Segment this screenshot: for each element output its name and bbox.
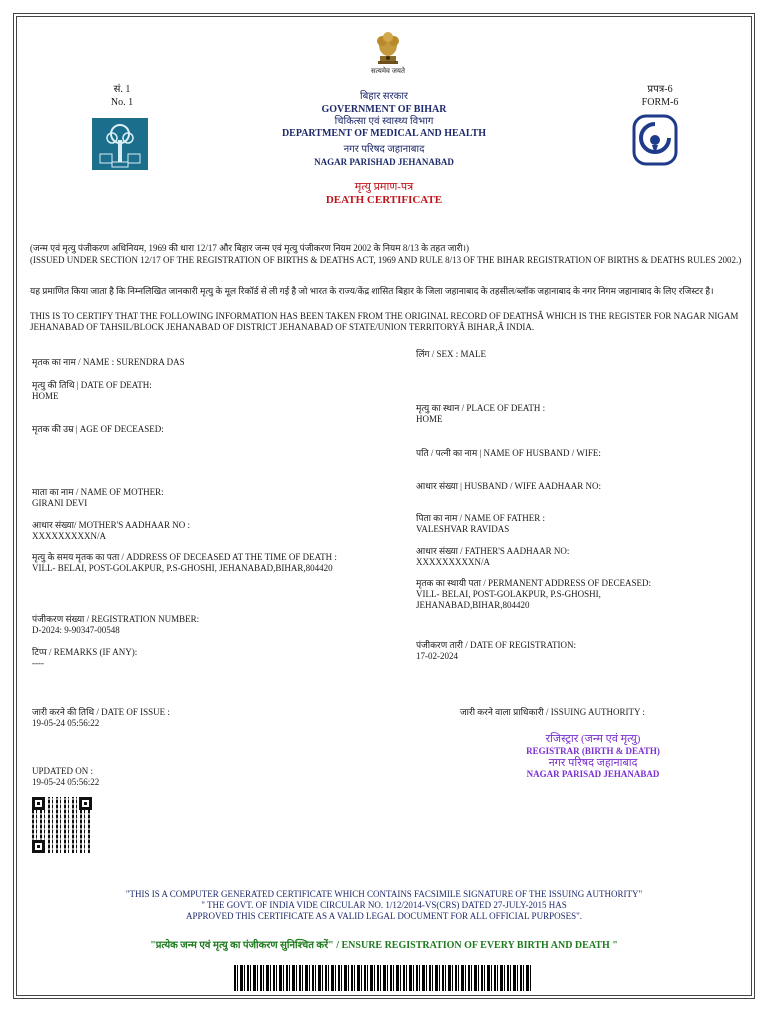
permanent-address-line1: VILL- BELAI, POST-GOLAKPUR, P.S-GHOSHI, bbox=[416, 589, 601, 599]
date-of-death-field bbox=[32, 380, 392, 402]
father-aadhaar-label: आधार संख्या / FATHER'S AADHAAR NO: bbox=[416, 546, 570, 556]
registration-date-field bbox=[416, 640, 736, 662]
place-of-death-field bbox=[416, 403, 736, 425]
mother-aadhaar-label: आधार संख्या/ MOTHER'S AADHAAR NO : bbox=[32, 520, 191, 530]
permanent-address-field bbox=[416, 578, 736, 611]
updated-on-value: 19-05-24 05:56:22 bbox=[32, 777, 100, 787]
preamble-act-en: (ISSUED UNDER SECTION 12/17 OF THE REGISTRATION OF BIRTHS & DEATHS ACT, 1969 AND RULE 8/13 OF THE BIHAR REGISTRATION OF BIRTHS & DEATHS RULES 2002.) bbox=[30, 255, 742, 265]
form-number-en: FORM-6 bbox=[641, 97, 679, 108]
footer-note-3: APPROVED THIS CERTIFICATE AS A VALID LEGAL DOCUMENT FOR ALL OFFICIAL PURPOSES". bbox=[185, 911, 583, 921]
father-aadhaar-field bbox=[416, 546, 736, 568]
address-label: मृत्यु के समय मृतक का पता / ADDRESS OF DECEASED AT THE TIME OF DEATH : bbox=[32, 552, 337, 562]
footer-note-1: "THIS IS A COMPUTER GENERATED CERTIFICATE WHICH CONTAINS FACSIMILE SIGNATURE OF THE ISSUING AUTHORITY" bbox=[125, 889, 643, 899]
mother-label: माता का नाम / NAME OF MOTHER: bbox=[32, 487, 164, 497]
form-number-hi: प्रपत्र-6 bbox=[647, 84, 673, 95]
emblem-motto: सत्यमेव जयते bbox=[371, 67, 405, 75]
remarks-value: ---- bbox=[32, 658, 44, 668]
slogan-hi: "प्रत्येक जन्म एवं मृत्यु का पंजीकरण सुनिश्चित करें" bbox=[150, 940, 334, 951]
mother-value: GIRANI DEVI bbox=[32, 498, 88, 508]
name-field bbox=[32, 357, 392, 368]
preamble-act-hi: (जन्म एवं मृत्यु पंजीकरण अधिनियम, 1969 की धारा 12/17 और बिहार जन्म एवं मृत्यु पंजीकरण नियम 2002 के नियम 8/13 के तहत जारी।) bbox=[30, 243, 470, 253]
authority-stamp bbox=[478, 733, 708, 780]
issue-date-value: 19-05-24 05:56:22 bbox=[32, 718, 100, 728]
spouse-aadhaar-label: आधार संख्या | HUSBAND / WIFE AADHAAR NO: bbox=[416, 481, 602, 491]
office-name-hi: नगर परिषद जहानाबाद bbox=[343, 144, 425, 155]
date-of-death-value: HOME bbox=[32, 391, 59, 401]
spouse-field bbox=[416, 448, 736, 459]
stamp-line-2: REGISTRAR (BIRTH & DEATH) bbox=[526, 746, 660, 756]
mother-aadhaar-value: XXXXXXXXXN/A bbox=[32, 531, 106, 541]
registration-date-value: 17-02-2024 bbox=[416, 651, 458, 661]
barcode-icon bbox=[234, 965, 532, 991]
address-field bbox=[32, 552, 402, 574]
remarks-label: टिप्प / REMARKS (IF ANY): bbox=[32, 647, 138, 657]
issuing-authority-label: जारी करने वाला प्राधिकारी / ISSUING AUTHORITY : bbox=[460, 707, 645, 717]
address-value: VILL- BELAI, POST-GOLAKPUR, P.S-GHOSHI, JEHANABAD,BIHAR,804420 bbox=[32, 563, 333, 573]
certificate-title-en: DEATH CERTIFICATE bbox=[325, 194, 443, 206]
issue-date-label: जारी करने की तिथि / DATE OF ISSUE : bbox=[32, 707, 170, 717]
footer-note-2: " THE GOVT. OF INDIA VIDE CIRCULAR NO. 1/12/2014-VS(CRS) DATED 27-JULY-2015 HAS bbox=[201, 900, 567, 910]
updated-on-field bbox=[32, 766, 392, 788]
name-text: मृतक का नाम / NAME : SURENDRA DAS bbox=[32, 357, 185, 367]
sex-text: लिंग / SEX : MALE bbox=[416, 349, 487, 359]
issue-date-field bbox=[32, 707, 392, 729]
govt-name-en: GOVERNMENT OF BIHAR bbox=[321, 104, 447, 115]
qr-code-icon bbox=[32, 797, 92, 853]
updated-on-label: UPDATED ON : bbox=[32, 766, 94, 776]
father-value: VALESHVAR RAVIDAS bbox=[416, 524, 510, 534]
crs-logo-icon bbox=[632, 114, 678, 166]
registration-number-label: पंजीकरण संख्या / REGISTRATION NUMBER: bbox=[32, 614, 200, 624]
age-label: मृतक की उम्र | AGE OF DECEASED: bbox=[32, 424, 164, 434]
stamp-line-1: रजिस्ट्रार (जन्म एवं मृत्यु) bbox=[545, 733, 641, 745]
stamp-line-4: NAGAR PARISAD JEHANABAD bbox=[526, 769, 660, 779]
father-label: पिता का नाम / NAME OF FATHER : bbox=[416, 513, 545, 523]
mother-field bbox=[32, 487, 392, 509]
preamble-certify-hi: यह प्रमाणित किया जाता है कि निम्नलिखित जानकारी मृत्यु के मूल रिकॉर्ड से ली गई है जो भारत के राज्य/केंद्र शासित बिहार के जिला जहानाबाद के तहसील/ब्लॉक जहानाबाद के नगर निगम जहानाबाद के लिए रजिस्टर है। bbox=[30, 286, 714, 296]
govt-name-hi: बिहार सरकार bbox=[360, 91, 408, 102]
office-name-en: NAGAR PARISHAD JEHANABAD bbox=[314, 157, 454, 167]
issuing-authority-field bbox=[460, 707, 740, 718]
preamble-certify-en: THIS IS TO CERTIFY THAT THE FOLLOWING INFORMATION HAS BEEN TAKEN FROM THE ORIGINAL RECORD OF DEATHSÂ WHICH IS THE REGISTER FOR NAGAR NIGAM JEHANABAD OF TAHSIL/BLOCK JEHANABAD OF DISTRICT JEHANABAD OF STATE/UNION TERRITORYÂ BIHAR,Â INDIA. bbox=[30, 311, 739, 332]
bihar-health-logo-icon bbox=[92, 118, 148, 170]
slogan-en: / ENSURE REGISTRATION OF EVERY BIRTH AND DEATH " bbox=[336, 940, 618, 951]
footer-slogan bbox=[30, 940, 738, 952]
registration-date-label: पंजीकरण तारी / DATE OF REGISTRATION: bbox=[416, 640, 576, 650]
sex-field bbox=[416, 349, 736, 360]
dept-name-hi: चिकित्सा एवं स्वास्थ्य विभाग bbox=[334, 116, 434, 127]
remarks-field bbox=[32, 647, 392, 669]
spouse-aadhaar-field bbox=[416, 481, 736, 492]
registration-number-value: D-2024: 9-90347-00548 bbox=[32, 625, 120, 635]
spouse-label: पति / पत्नी का नाम | NAME OF HUSBAND / WIFE: bbox=[416, 448, 601, 458]
father-field bbox=[416, 513, 736, 535]
age-field bbox=[32, 424, 392, 435]
certificate-title-hi: मृत्यु प्रमाण-पत्र bbox=[354, 181, 414, 193]
father-aadhaar-value: XXXXXXXXXN/A bbox=[416, 557, 490, 567]
permanent-address-line2: JEHANABAD,BIHAR,804420 bbox=[416, 600, 530, 610]
serial-number-en: No. 1 bbox=[110, 97, 134, 108]
permanent-address-label: मृतक का स्थायी पता / PERMANENT ADDRESS OF DECEASED: bbox=[416, 578, 652, 588]
state-emblem-icon bbox=[368, 28, 408, 68]
serial-number-hi: सं. 1 bbox=[113, 84, 131, 95]
date-of-death-label: मृत्यु की तिथि | DATE OF DEATH: bbox=[32, 380, 152, 390]
place-of-death-value: HOME bbox=[416, 414, 443, 424]
registration-number-field bbox=[32, 614, 392, 636]
dept-name-en: DEPARTMENT OF MEDICAL AND HEALTH bbox=[281, 128, 487, 139]
stamp-line-3: नगर परिषद जहानाबाद bbox=[548, 757, 638, 769]
place-of-death-label: मृत्यु का स्थान / PLACE OF DEATH : bbox=[416, 403, 546, 413]
mother-aadhaar-field bbox=[32, 520, 392, 542]
